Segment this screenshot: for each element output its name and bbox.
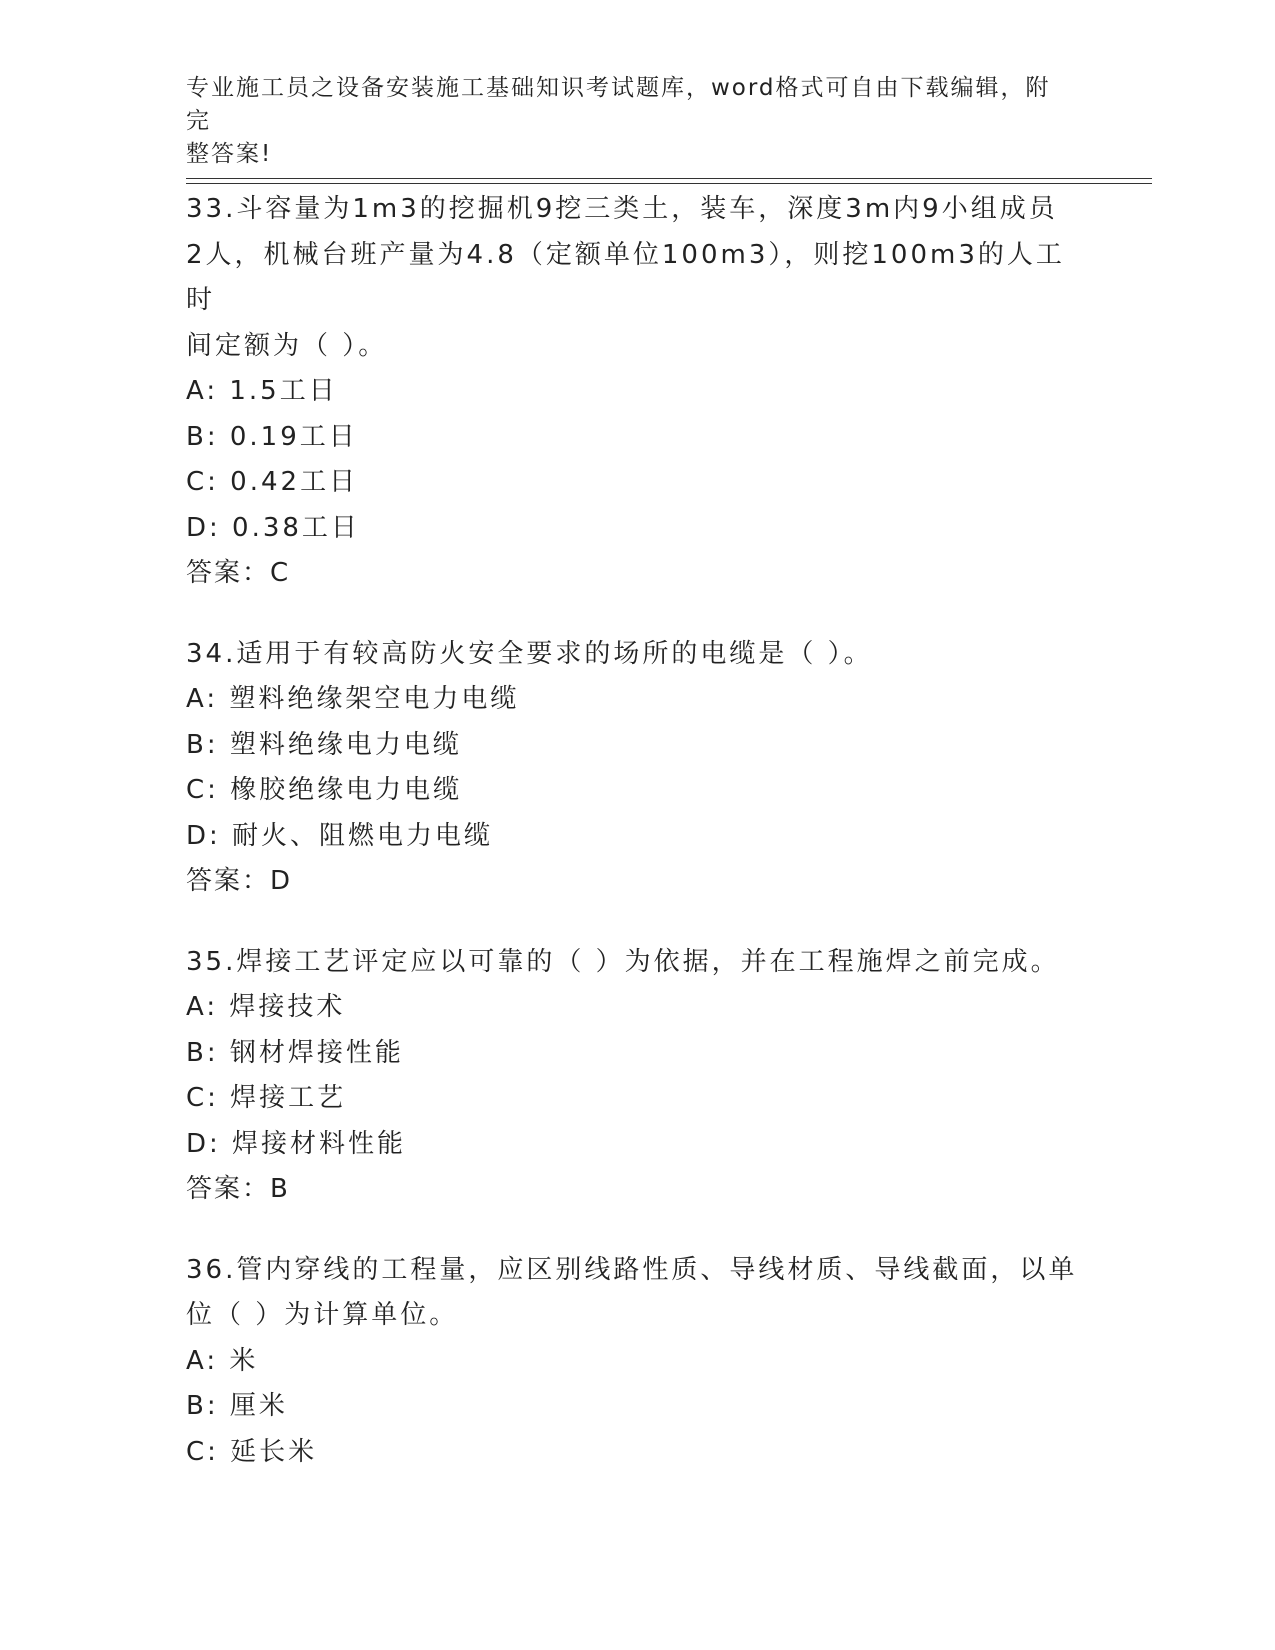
header-divider: [186, 178, 1152, 179]
header-line: 整答案!: [186, 141, 273, 167]
question-item: [186, 632, 1086, 905]
answer-line: 答案：B: [186, 1174, 290, 1204]
option-b: B: 0.19工日: [186, 421, 358, 452]
document-header: [186, 72, 1066, 171]
question-stem: 间定额为（ ）。: [186, 330, 388, 361]
question-stem: 33.斗容量为1m3的挖掘机9挖三类土，装车，深度3m内9小组成员: [186, 194, 1058, 224]
option-a: A: 塑料绝缘架空电力电缆: [186, 684, 520, 714]
option-c: C: 橡胶绝缘电力电缆: [186, 775, 463, 805]
header-divider: [186, 183, 1152, 184]
question-list: [186, 187, 1086, 1475]
question-stem: 35.焊接工艺评定应以可靠的（ ）为依据，并在工程施焊之前完成。: [186, 946, 1060, 977]
option-c: C: 0.42工日: [186, 467, 359, 497]
option-c: C: 焊接工艺: [186, 1083, 347, 1113]
question-stem: 2人，机械台班产量为4.8（定额单位100m3），则挖100m3的人工时: [186, 239, 1065, 315]
answer-line: 答案：D: [186, 866, 293, 896]
question-item: [186, 187, 1086, 597]
option-c: C: 延长米: [186, 1436, 318, 1467]
option-d: D: 0.38工日: [186, 512, 360, 543]
question-item: [186, 1248, 1086, 1476]
option-b: B: 钢材焊接性能: [186, 1037, 404, 1068]
option-a: A: 1.5工日: [186, 376, 338, 406]
question-stem: 34.适用于有较高防火安全要求的场所的电缆是（ ）。: [186, 638, 873, 669]
question-stem: 36.管内穿线的工程量，应区别线路性质、导线材质、导线截面，以单: [186, 1254, 1078, 1285]
option-a: A: 焊接技术: [186, 992, 346, 1022]
option-d: D: 耐火、阻燃电力电缆: [186, 820, 494, 851]
question-stem: 位（ ）为计算单位。: [186, 1300, 459, 1330]
option-d: D: 焊接材料性能: [186, 1128, 407, 1159]
option-b: B: 厘米: [186, 1391, 288, 1421]
answer-line: 答案：C: [186, 558, 291, 588]
header-line: 专业施工员之设备安装施工基础知识考试题库，word格式可自由下载编辑，附完: [186, 75, 1051, 134]
option-b: B: 塑料绝缘电力电缆: [186, 729, 462, 760]
option-a: A: 米: [186, 1345, 259, 1376]
question-item: [186, 940, 1086, 1213]
